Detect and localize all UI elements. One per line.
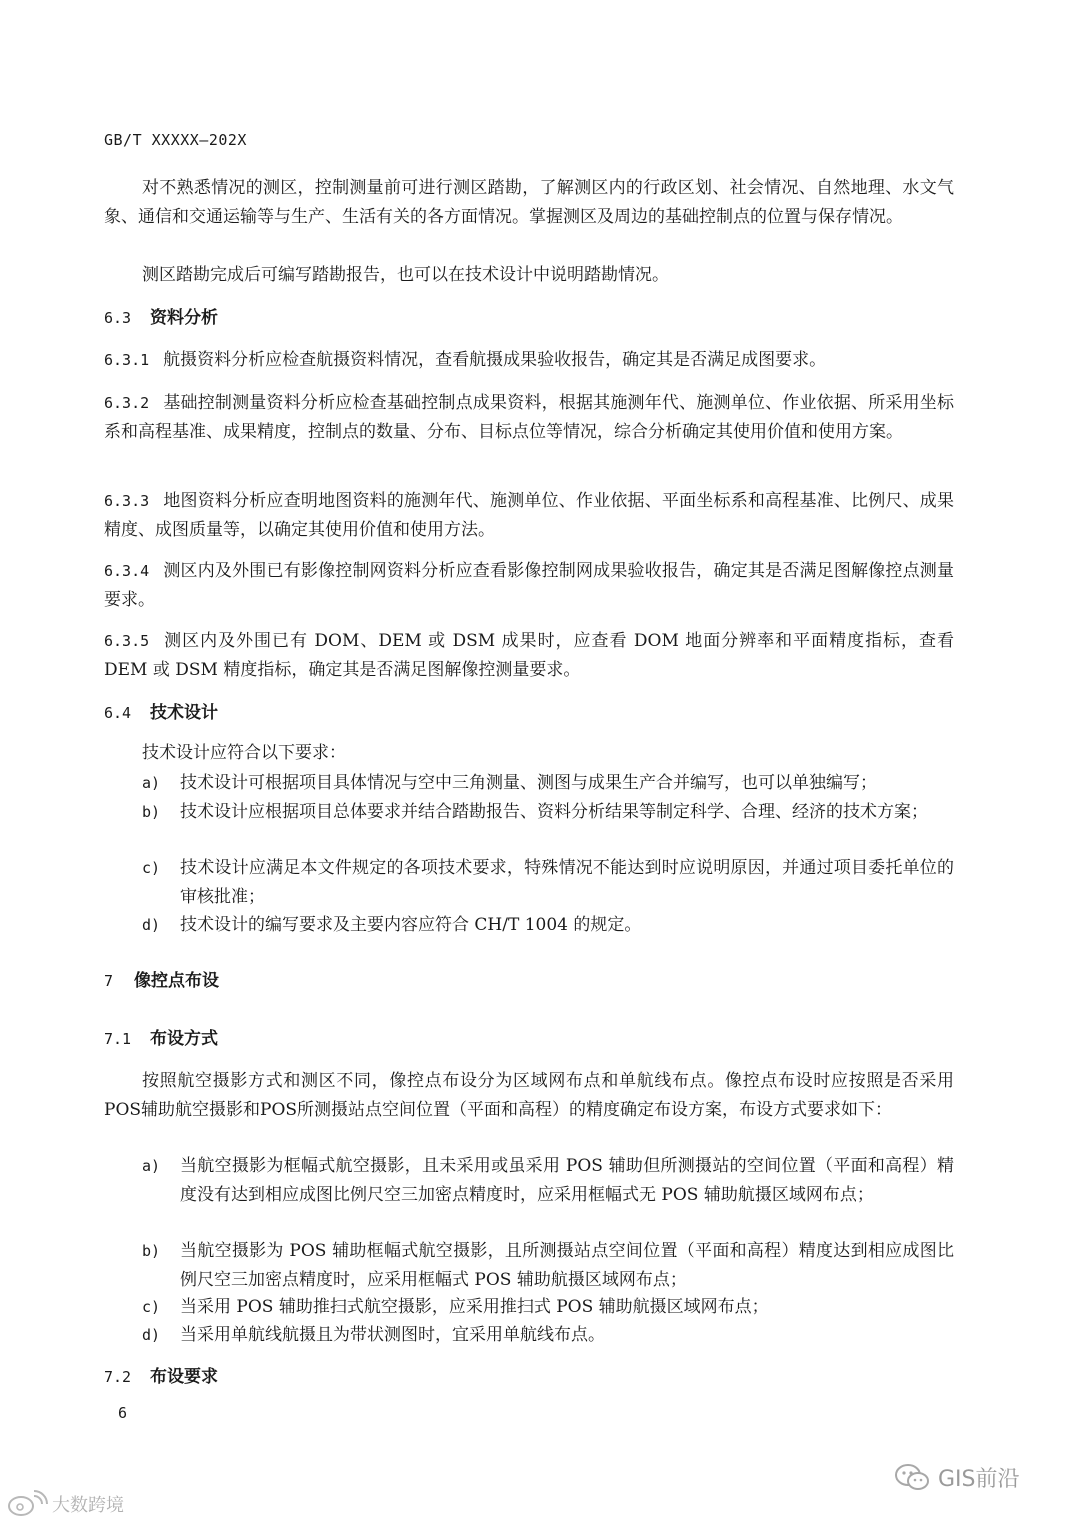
list-marker: a) [142,1157,161,1175]
paragraph-reconnaissance-report: 测区踏勘完成后可编写踏勘报告，也可以在技术设计中说明踏勘情况。 [142,265,669,285]
list-text: 当航空摄影为框幅式航空摄影，且未采用或虽采用 POS 辅助但所测摄站的空间位置（平面和高程）精度没有达到相应成图比例尺空三加密点精度时，应采用框幅式无 POS 辅助航摄区域网布点； [180,1156,954,1205]
wechat-icon [894,1463,930,1493]
clause-6-3-4 [104,557,954,615]
list-marker: c) [142,859,161,877]
clause-number: 6.3.2 [104,394,150,412]
list-text: 技术设计应满足本文件规定的各项技术要求，特殊情况不能达到时应说明原因，并通过项目委托单位的审核批准； [180,858,954,907]
paragraph-survey-reconnaissance: 对不熟悉情况的测区，控制测量前可进行测区踏勘，了解测区内的行政区划、社会情况、自然地理、水文气象、通信和交通运输等与生产、生活有关的各方面情况。掌握测区及周边的基础控制点的位置与保存情况。 [104,178,954,227]
standard-code: GB/T XXXXX—202X [104,131,247,149]
list-item [142,1321,954,1350]
list-item [142,1237,954,1295]
clause-text: 测区内及外围已有 DOM、DEM 或 DSM 成果时，应查看 DOM 地面分辨率和平面精度指标，查看 DEM 或 DSM 精度指标，确定其是否满足图解像控测量要求。 [104,631,954,680]
list-item [142,1293,954,1322]
weibo-icon [6,1490,48,1518]
list-item [142,798,954,827]
clause-6-3-3 [104,487,954,545]
heading-title: 布设方式 [150,1029,218,1049]
clause-text: 基础控制测量资料分析应检查基础控制点成果资料，根据其施测年代、施测单位、作业依据、所采用坐标系和高程基准、成果精度，控制点的数量、分布、目标点位等情况，综合分析确定其使用价值和使用方案。 [104,393,954,442]
watermark-dashu [6,1490,124,1518]
list-text: 技术设计可根据项目具体情况与空中三角测量、测图与成果生产合并编写，也可以单独编写； [180,773,877,793]
clause-number: 6.3.3 [104,492,150,510]
clause-text: 地图资料分析应查明地图资料的施测年代、施测单位、作业依据、平面坐标系和高程基准、比例尺、成果精度、成图质量等，以确定其使用价值和使用方法。 [104,491,954,540]
heading-7-1 [104,1025,218,1054]
list-marker: d) [142,1326,161,1344]
list-item [142,769,954,798]
list-marker: b) [142,803,161,821]
layout-method-intro: 按照航空摄影方式和测区不同，像控点布设分为区域网布点和单航线布点。像控点布设时应按照是否采用POS辅助航空摄影和POS所测摄站点空间位置（平面和高程）的精度确定布设方案，布设方式要求如下： [104,1071,954,1120]
technical-design-intro: 技术设计应符合以下要求： [142,743,346,763]
clause-text: 航摄资料分析应检查航摄资料情况，查看航摄成果验收报告，确定其是否满足成图要求。 [163,350,827,370]
clause-number: 6.3.1 [104,351,150,369]
clause-number: 6.3.4 [104,562,150,580]
clause-6-3-2 [104,389,954,447]
list-item [142,854,954,912]
list-text: 技术设计应根据项目总体要求并结合踏勘报告、资料分析结果等制定科学、合理、经济的技术方案； [180,802,928,822]
list-marker: a) [142,774,161,792]
list-item [142,1152,954,1210]
clause-number: 6.3.5 [104,632,150,650]
heading-number: 7 [104,972,114,990]
heading-title: 布设要求 [150,1367,218,1387]
heading-title: 像控点布设 [134,971,219,991]
heading-6-3 [104,304,218,333]
heading-number: 7.1 [104,1030,132,1048]
watermark-label: 大数跨境 [52,1495,124,1516]
heading-title: 资料分析 [150,308,218,328]
list-marker: b) [142,1242,161,1260]
heading-7 [104,967,219,996]
watermark-gis [894,1462,1020,1493]
heading-number: 6.3 [104,309,132,327]
list-marker: c) [142,1298,161,1316]
clause-6-3-1 [104,346,954,375]
watermark-label: GIS前沿 [938,1467,1020,1492]
list-text: 当采用单航线航摄且为带状测图时，宜采用单航线布点。 [180,1325,605,1345]
list-text: 技术设计的编写要求及主要内容应符合 CH/T 1004 的规定。 [180,915,642,935]
list-marker: d) [142,916,161,934]
heading-number: 7.2 [104,1368,132,1386]
heading-title: 技术设计 [150,703,218,723]
heading-number: 6.4 [104,704,132,722]
clause-6-3-5 [104,627,954,685]
clause-text: 测区内及外围已有影像控制网资料分析应查看影像控制网成果验收报告，确定其是否满足图解像控点测量要求。 [104,561,954,610]
list-text: 当航空摄影为 POS 辅助框幅式航空摄影，且所测摄站点空间位置（平面和高程）精度达到相应成图比例尺空三加密点精度时，应采用框幅式 POS 辅助航摄区域网布点； [180,1241,954,1290]
list-item [142,911,954,940]
heading-7-2 [104,1363,218,1392]
list-text: 当采用 POS 辅助推扫式航空摄影，应采用推扫式 POS 辅助航摄区域网布点； [180,1297,769,1317]
heading-6-4 [104,699,218,728]
page-number: 6 [118,1404,128,1422]
